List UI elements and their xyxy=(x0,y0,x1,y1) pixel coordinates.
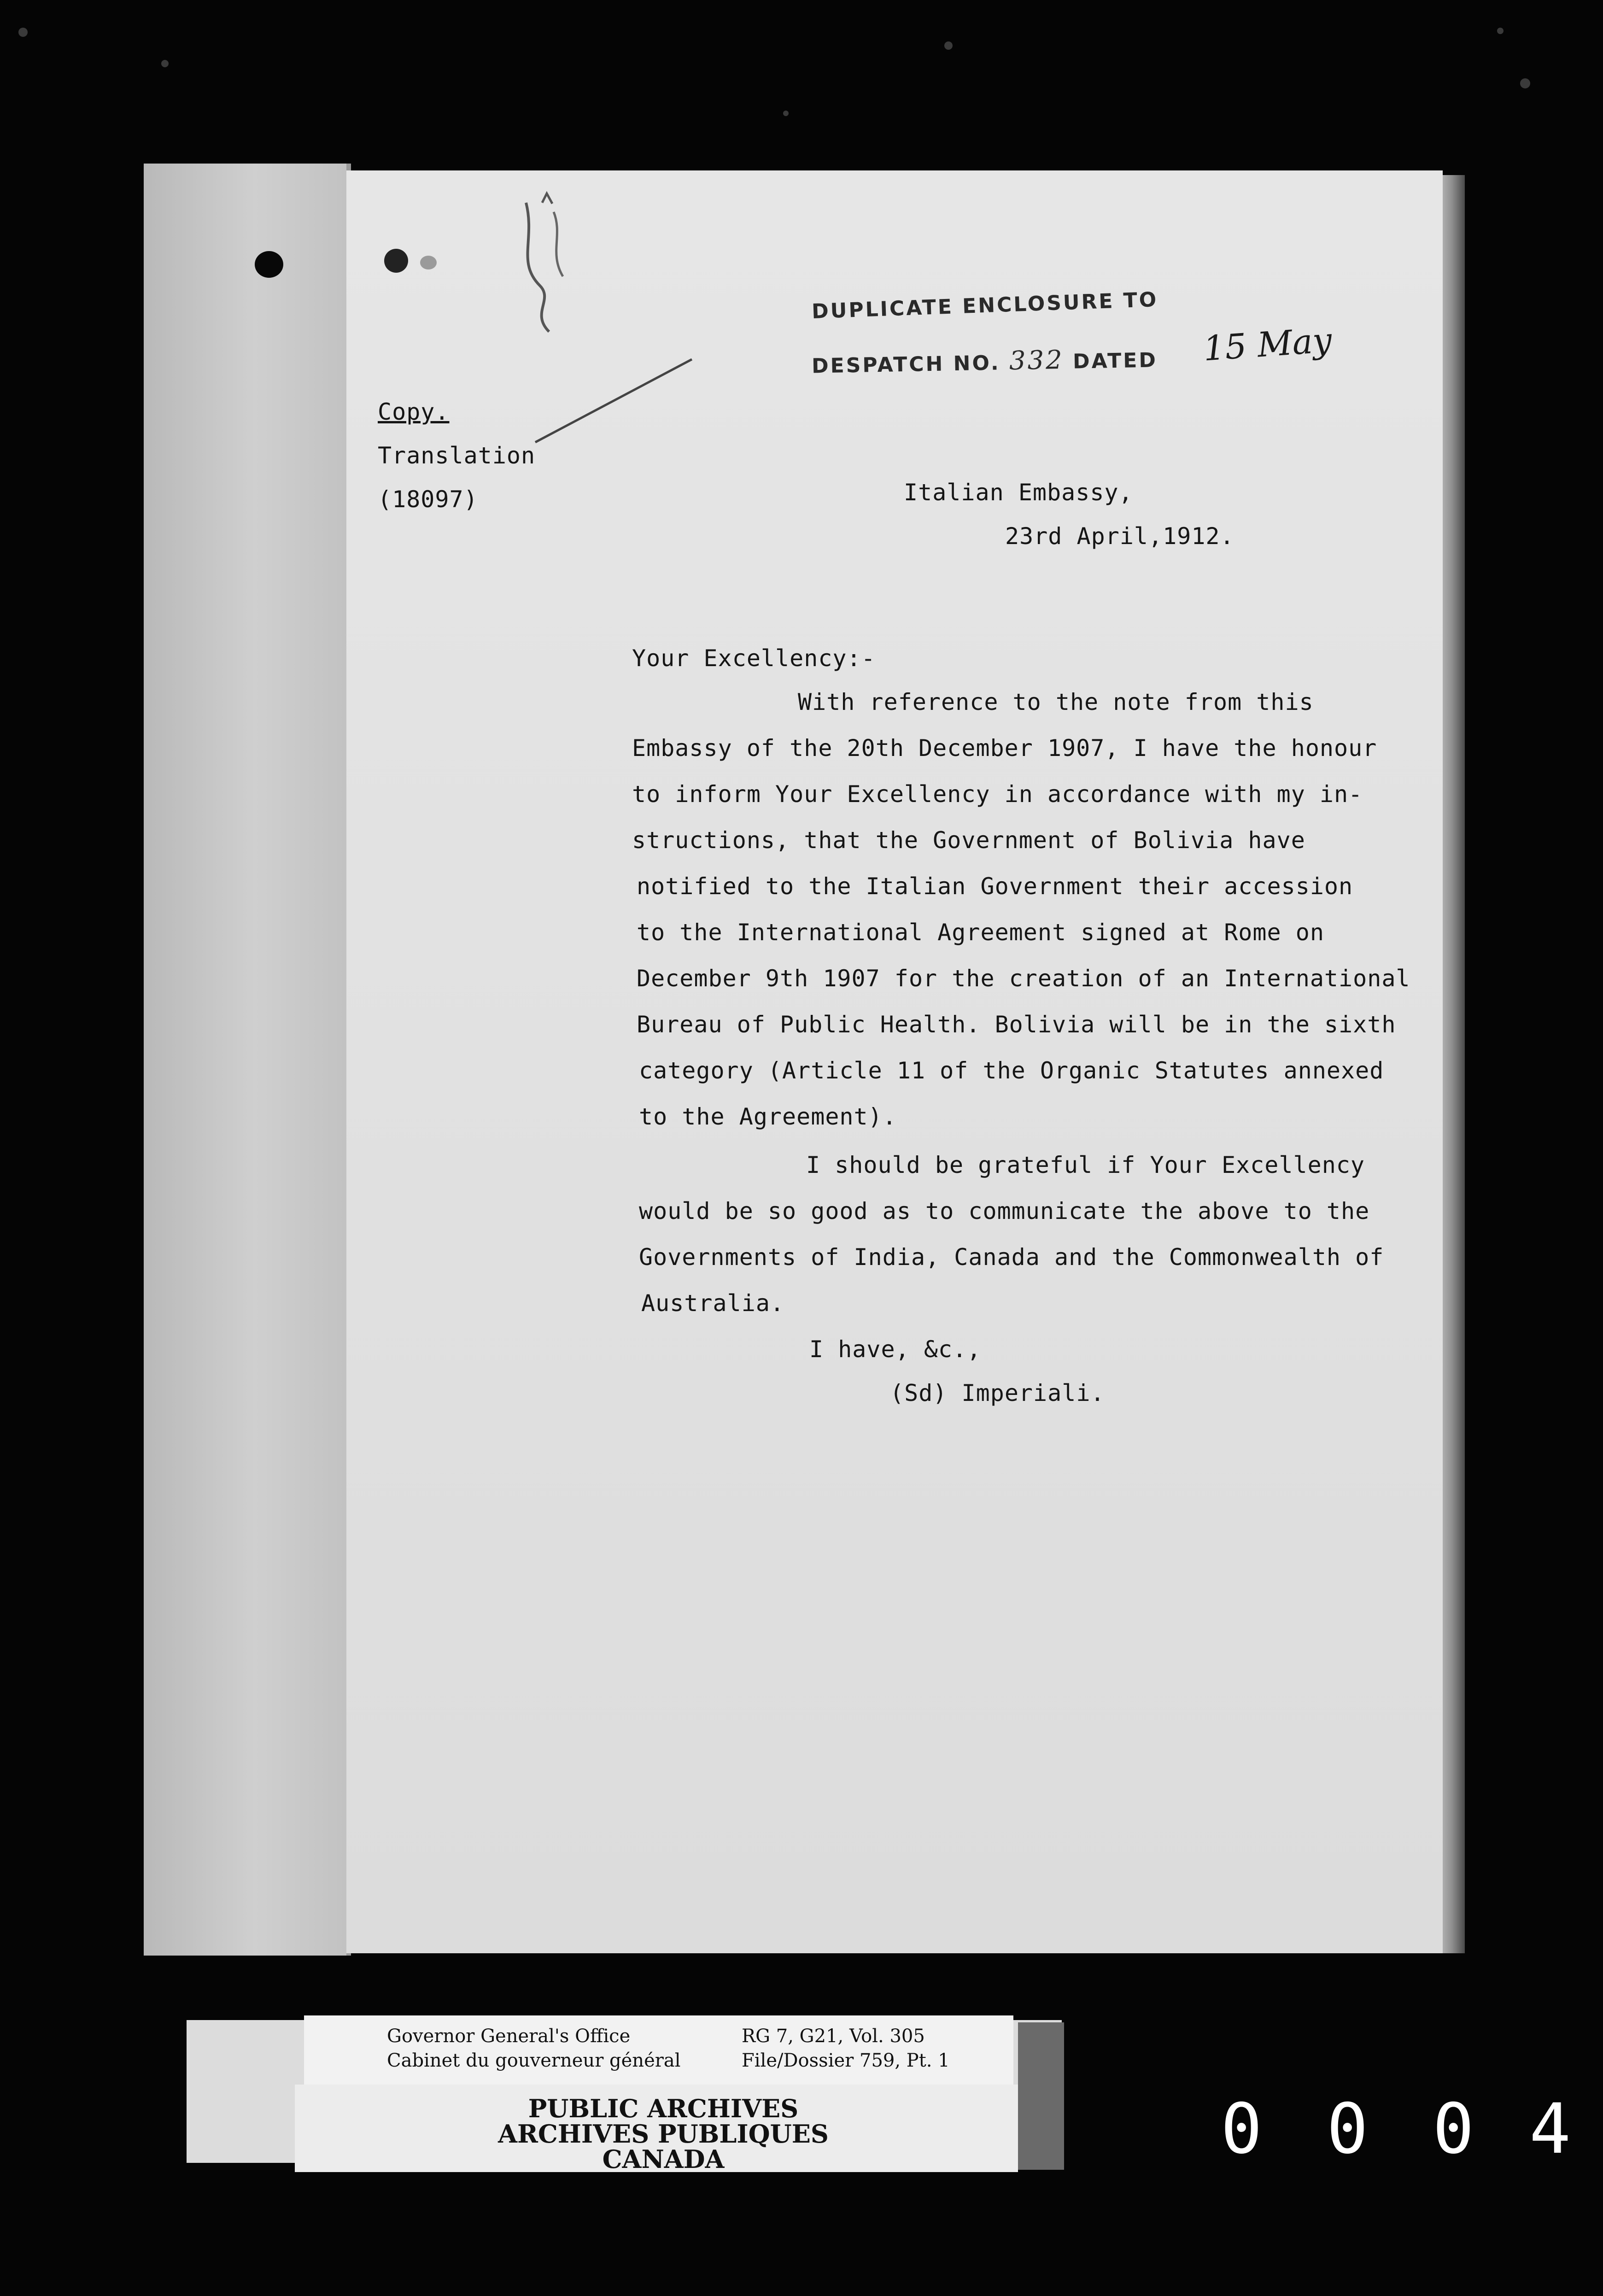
letter-line: December 9th 1907 for the creation of an International xyxy=(637,965,1410,992)
letter-line: notified to the Italian Government their accession xyxy=(637,873,1353,900)
letter-line: Bureau of Public Health. Bolivia will be in the sixth xyxy=(637,1011,1396,1038)
archive-label-top xyxy=(304,2015,1013,2094)
dust-speck xyxy=(944,41,953,50)
record-group: RG 7, G21, Vol. 305 xyxy=(742,2026,925,2047)
stamp-line-1: DUPLICATE ENCLOSURE TO xyxy=(811,287,1159,324)
letter-line: to inform Your Excellency in accordance with my in- xyxy=(632,781,1363,808)
archives-english: PUBLIC ARCHIVES xyxy=(528,2094,799,2123)
stamp-despatch-number: 332 xyxy=(1009,345,1065,376)
folder-card xyxy=(144,164,351,1956)
closing: I have, &c., xyxy=(809,1336,982,1363)
frame-digit: 0 xyxy=(1221,2089,1263,2169)
letter-line: to the Agreement). xyxy=(639,1103,897,1130)
file-dossier: File/Dossier 759, Pt. 1 xyxy=(742,2050,950,2071)
sender-address: Italian Embassy, xyxy=(904,479,1133,506)
letter-line: category (Article 11 of the Organic Statutes annexed xyxy=(639,1057,1384,1084)
dust-speck xyxy=(1497,28,1504,34)
dust-speck xyxy=(18,28,28,37)
dust-speck xyxy=(161,60,169,67)
letter-line: would be so good as to communicate the above to the xyxy=(639,1198,1370,1224)
copy-label: Copy. xyxy=(378,398,450,425)
frame-digit: 0 xyxy=(1327,2089,1369,2169)
archives-country: CANADA xyxy=(602,2144,725,2174)
reference-number: (18097) xyxy=(378,486,478,513)
punch-hole xyxy=(384,249,408,273)
frame-digit: 4 xyxy=(1529,2089,1571,2169)
punch-hole-shadow xyxy=(420,256,437,269)
dust-speck xyxy=(783,111,789,116)
stamp-dated-label: DATED xyxy=(1072,348,1158,374)
office-english: Governor General's Office xyxy=(387,2026,631,2047)
archives-french: ARCHIVES PUBLIQUES xyxy=(498,2119,829,2149)
handwritten-date: 15 May xyxy=(1202,320,1334,369)
letter-line: structions, that the Government of Bolivia have xyxy=(632,827,1305,854)
dust-speck xyxy=(1520,78,1530,88)
stamp-despatch-label: DESPATCH NO. xyxy=(811,351,1001,378)
letter-line: Governments of India, Canada and the Commonwealth of xyxy=(639,1244,1384,1271)
archive-label-shadow xyxy=(1018,2022,1064,2170)
letter-line: Australia. xyxy=(641,1290,785,1317)
letter-page xyxy=(346,170,1443,1953)
stamp-line-2 xyxy=(811,343,1158,379)
letter-line: to the International Agreement signed at Rome on xyxy=(637,919,1324,946)
signature: (Sd) Imperiali. xyxy=(890,1380,1105,1406)
punch-hole xyxy=(255,251,283,278)
letter-line: With reference to the note from this xyxy=(798,689,1314,715)
letter-line: I should be grateful if Your Excellency xyxy=(806,1152,1365,1178)
letter-line: Embassy of the 20th December 1907, I have the honour xyxy=(632,735,1377,761)
pencil-mark xyxy=(498,184,738,470)
letter-date: 23rd April,1912. xyxy=(1005,523,1234,550)
office-french: Cabinet du gouverneur général xyxy=(387,2050,681,2071)
salutation: Your Excellency:- xyxy=(632,645,876,672)
frame-digit: 0 xyxy=(1433,2089,1474,2169)
translation-label: Translation xyxy=(378,442,536,469)
